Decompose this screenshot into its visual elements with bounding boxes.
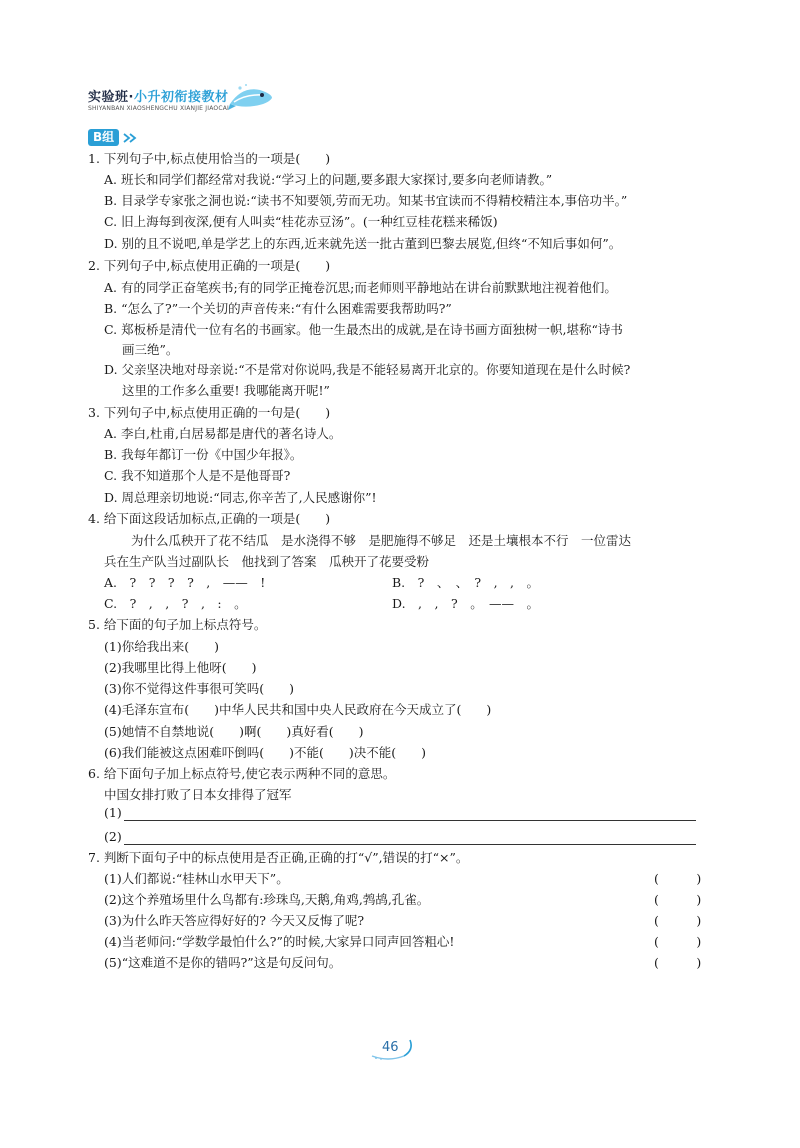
answer-rule [124, 820, 696, 821]
header-subtitle: SHIYANBAN XIAOSHENGCHU XIANJIE JIAOCAI [88, 105, 229, 112]
q5-item: (1)你给我出来( ) [104, 639, 219, 654]
q2-option-c-cont: 画三绝”。 [122, 342, 179, 357]
page-number-text: 46 [382, 1040, 399, 1055]
q3-option-c: C. 我不知道那个人是不是他哥哥? [104, 468, 291, 483]
header-title-separator: · [128, 90, 134, 105]
q7-answer-paren[interactable]: ( ) [654, 913, 702, 928]
q4-option-c: C. ? , , ? , : 。 [104, 596, 247, 611]
q3-stem: 3. 下列句子中,标点使用正确的一句是( ) [88, 405, 331, 420]
q2-option-d-cont: 这里的工作多么重要! 我哪能离开呢!” [122, 383, 330, 398]
q2-option-b: B. “怎么了?”一个关切的声音传来:“有什么困难需要我帮助吗?” [104, 301, 452, 316]
q7-item: (5)“这难道不是你的错吗?”这是句反问句。 [104, 955, 342, 970]
q4-passage: 为什么瓜秧开了花不结瓜 是水浇得不够 是肥施得不够足 还是土壤根本不行 一位雷达 [131, 533, 632, 548]
q3-option-b: B. 我每年都订一份《中国少年报》。 [104, 447, 303, 462]
q5-item: (6)我们能被这点困难吓倒吗( )不能( )决不能( ) [104, 745, 426, 760]
q5-item: (5)她情不自禁地说( )啊( )真好看( ) [104, 724, 364, 739]
section-tag [88, 129, 138, 146]
header-title-accent: 小升初衔接教材 [133, 90, 229, 105]
q7-item: (3)为什么昨天答应得好好的? 今天又反悔了呢? [104, 913, 365, 928]
q1-option-b: B. 目录学专家张之洞也说:“读书不知要领,劳而无功。知某书宜读而不得精校精注本,事倍功半。” [104, 193, 628, 208]
q4-option-a: A. ? ? ? ? , —— ! [104, 575, 266, 590]
q4-option-d: D. , , ? 。 —— 。 [392, 596, 539, 611]
q7-answer-paren[interactable]: ( ) [654, 871, 702, 886]
q4-option-b: B. ? 、 、 ? , , 。 [392, 575, 540, 590]
q1-option-d: D. 别的且不说吧,单是学艺上的东西,近来就先送一批古董到巴黎去展览,但终“不知后事如何”。 [104, 236, 622, 251]
header-title-main: 实验班 [88, 90, 129, 105]
q7-item: (1)人们都说:“桂林山水甲天下”。 [104, 871, 289, 886]
q6-answer-line-2[interactable] [104, 829, 696, 847]
q5-item: (2)我哪里比得上他呀( ) [104, 660, 257, 675]
fish-logo-icon [228, 82, 274, 112]
q7-answer-paren[interactable]: ( ) [654, 955, 702, 970]
q3-option-a: A. 李白,杜甫,白居易都是唐代的著名诗人。 [104, 426, 342, 441]
q6-blank-label: (2) [104, 829, 122, 844]
q3-option-d: D. 周总理亲切地说:“同志,你辛苦了,人民感谢你”! [104, 490, 377, 505]
answer-rule [124, 844, 696, 845]
q6-sentence: 中国女排打败了日本女排得了冠军 [104, 787, 292, 802]
q2-option-c: C. 郑板桥是清代一位有名的书画家。他一生最杰出的成就,是在诗书画方面独树一帜,堪称“诗书 [104, 322, 623, 337]
q2-option-a: A. 有的同学正奋笔疾书;有的同学正掩卷沉思;而老师则平静地站在讲台前默默地注视着他们。 [104, 280, 617, 295]
q5-stem: 5. 给下面的句子加上标点符号。 [88, 617, 267, 632]
q7-stem: 7. 判断下面句子中的标点使用是否正确,正确的打“√”,错误的打“×”。 [88, 850, 469, 865]
q1-option-c: C. 旧上海每到夜深,便有人叫卖“桂花赤豆汤”。(一种红豆桂花糕来稀饭) [104, 214, 498, 229]
q7-item: (2)这个养殖场里什么鸟都有:珍珠鸟,天鹅,角鸡,鹁鸪,孔雀。 [104, 892, 430, 907]
q4-stem: 4. 给下面这段话加标点,正确的一项是( ) [88, 511, 331, 526]
page-number [368, 1036, 432, 1062]
q2-stem: 2. 下列句子中,标点使用正确的一项是( ) [88, 258, 331, 273]
q1-stem: 1. 下列句子中,标点使用恰当的一项是( ) [88, 151, 331, 166]
q6-answer-line-1[interactable] [104, 805, 696, 823]
header-title [88, 86, 228, 105]
double-chevron-right-icon [122, 132, 138, 144]
q6-stem: 6. 给下面句子加上标点符号,使它表示两种不同的意思。 [88, 766, 396, 781]
q4-passage-cont: 兵在生产队当过副队长 他找到了答案 瓜秧开了花要受粉 [104, 554, 430, 569]
q6-blank-label: (1) [104, 805, 122, 820]
q2-option-d: D. 父亲坚决地对母亲说:“不是常对你说吗,我是不能轻易离开北京的。你要知道现在是什么时候? [104, 362, 631, 377]
q7-answer-paren[interactable]: ( ) [654, 934, 702, 949]
q1-option-a: A. 班长和同学们都经常对我说:“学习上的问题,要多跟大家探讨,要多向老师请教。” [104, 172, 553, 187]
q7-answer-paren[interactable]: ( ) [654, 892, 702, 907]
q7-item: (4)当老师问:“学数学最怕什么?”的时候,大家异口同声回答粗心! [104, 934, 455, 949]
section-label: B组 [88, 129, 119, 146]
q5-item: (4)毛泽东宣布( )中华人民共和国中央人民政府在今天成立了( ) [104, 702, 492, 717]
q5-item: (3)你不觉得这件事很可笑吗( ) [104, 681, 294, 696]
wave-ornament-icon [368, 1036, 432, 1062]
